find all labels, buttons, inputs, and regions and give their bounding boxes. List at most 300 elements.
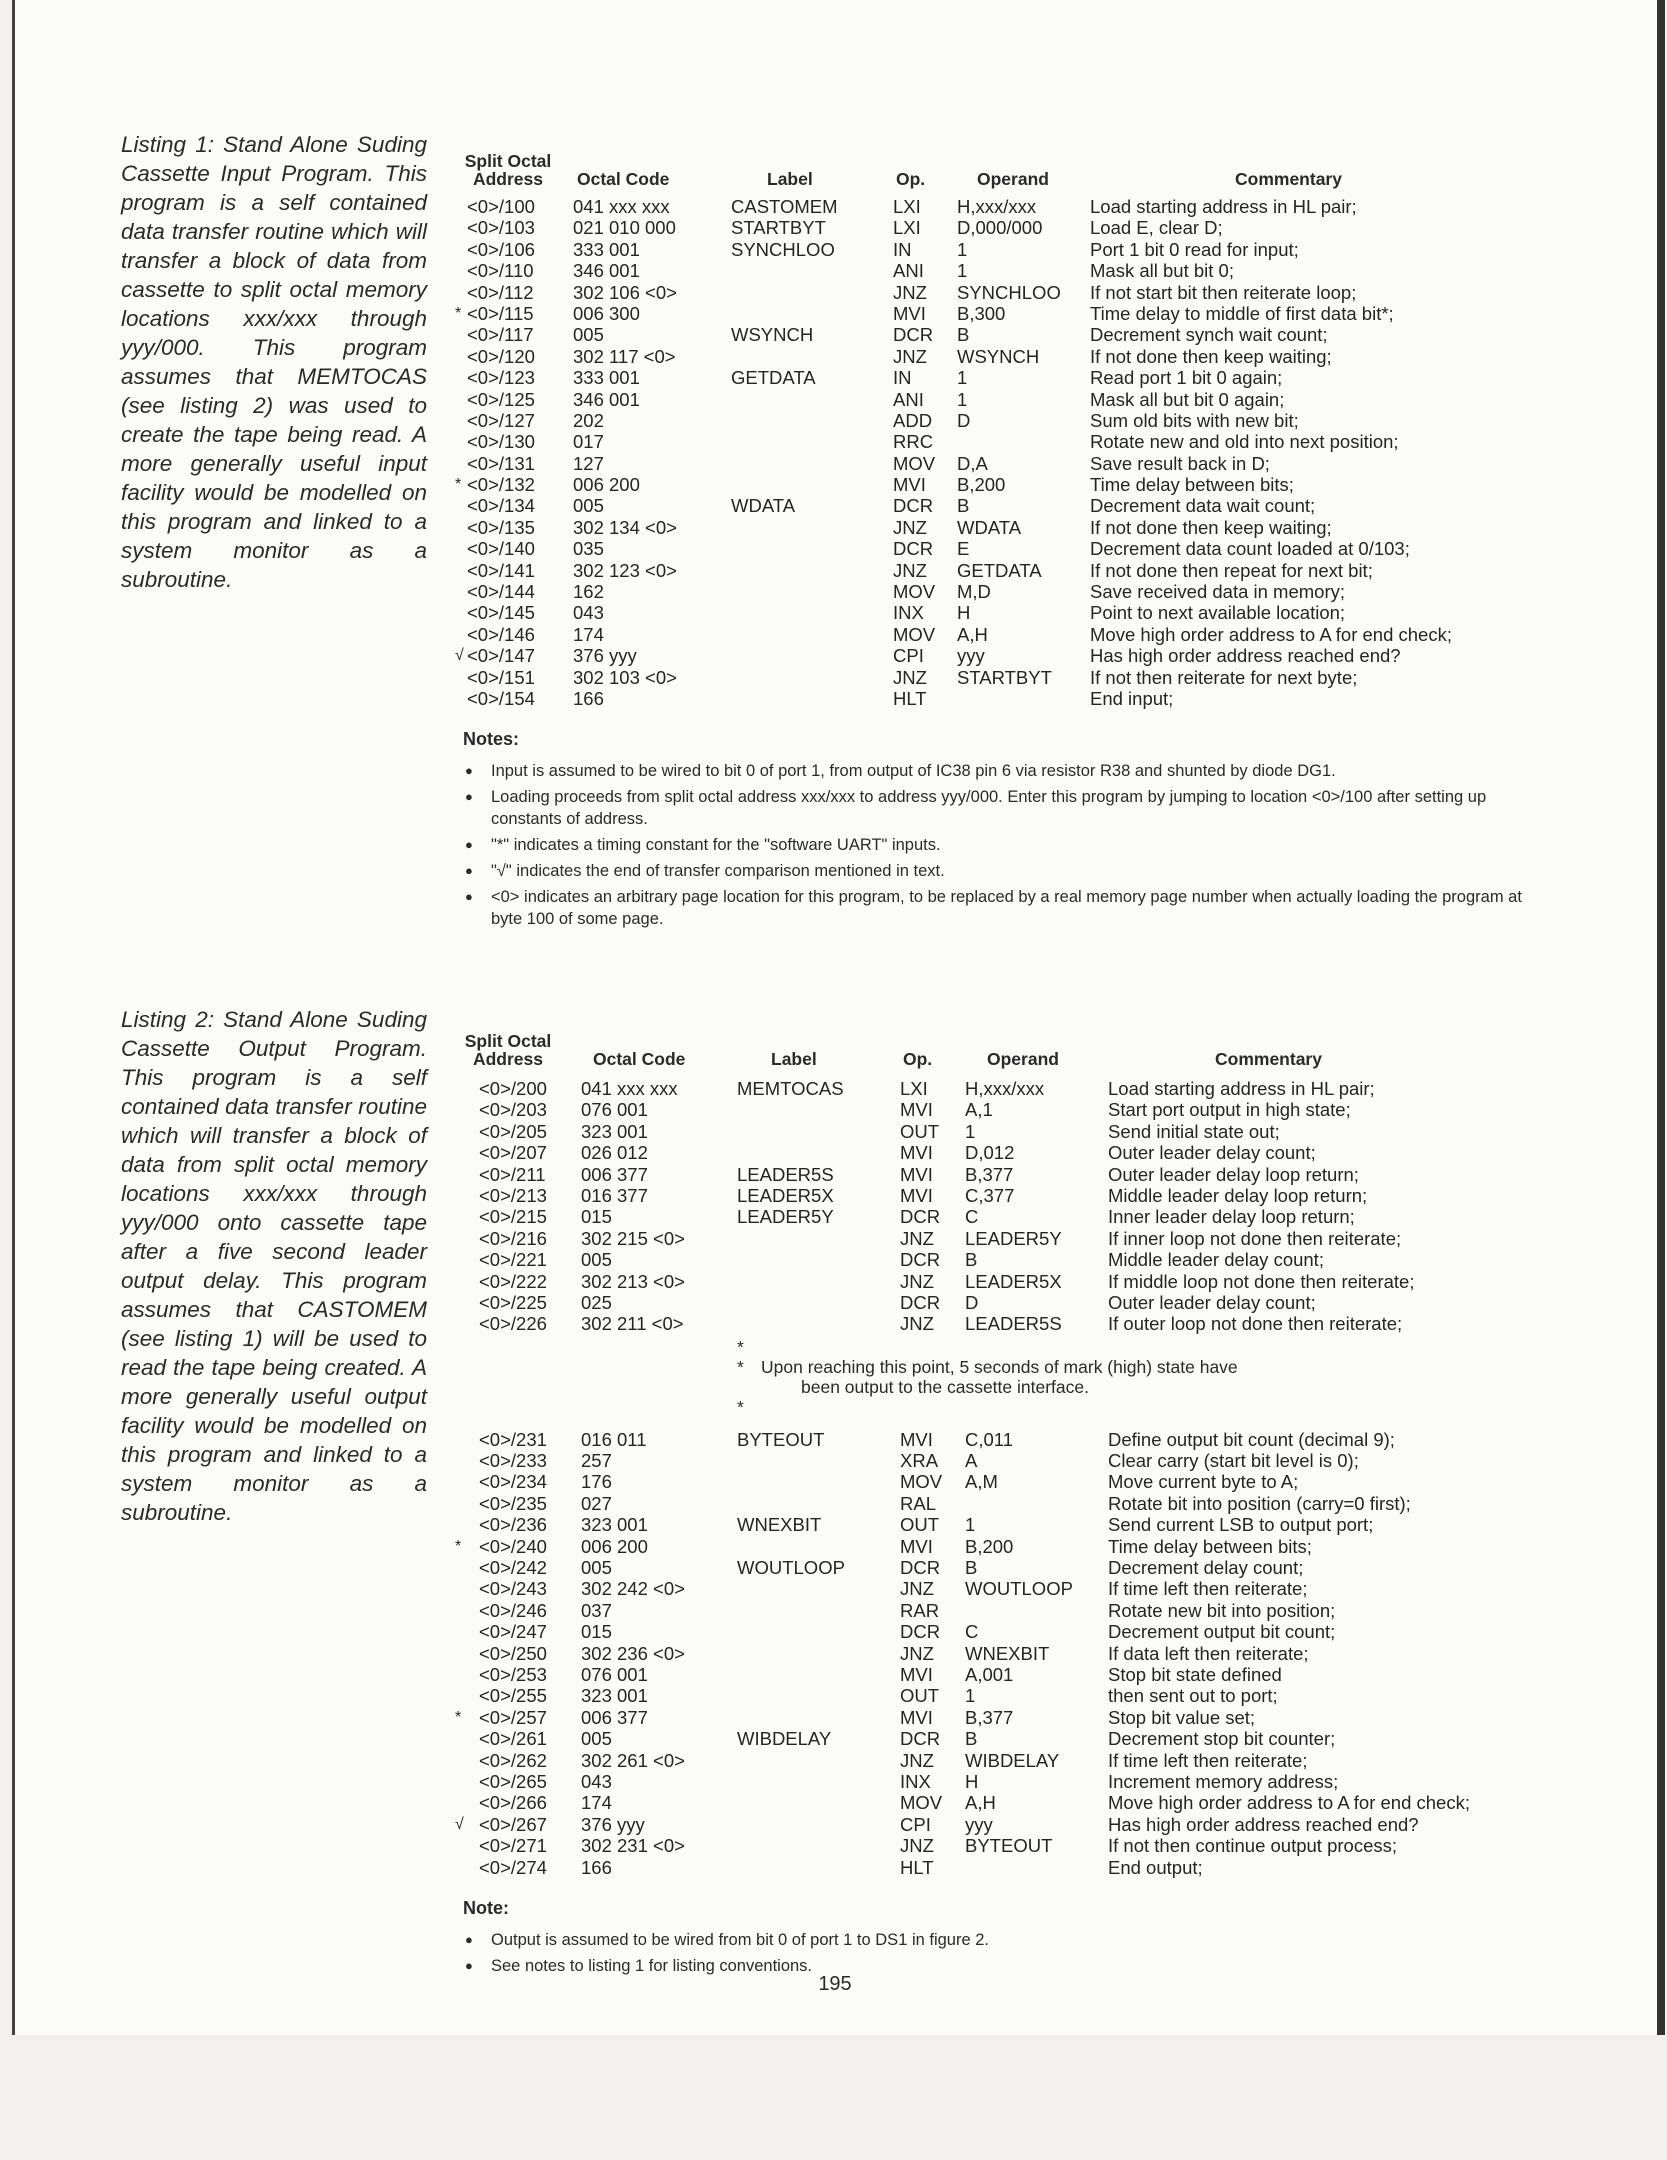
row-comment: Load starting address in HL pair; — [1090, 196, 1357, 217]
listing-row — [463, 260, 1543, 281]
row-operand: B,300 — [957, 302, 1006, 324]
row-octal-code: 005 — [581, 1249, 612, 1271]
row-address: <0>/271 — [479, 1835, 547, 1857]
row-octal-code: 005 — [573, 495, 604, 517]
row-address: <0>/200 — [479, 1078, 547, 1099]
row-address: <0>/117 — [467, 324, 534, 346]
listing-row — [463, 1857, 1543, 1878]
row-mark: * — [455, 304, 462, 322]
listing-row — [463, 667, 1543, 688]
row-op: DCR — [900, 1557, 941, 1579]
row-octal-code: 202 — [573, 409, 604, 431]
row-address: <0>/213 — [479, 1184, 547, 1206]
row-op: HLT — [900, 1856, 934, 1878]
listing-row — [463, 1621, 1543, 1642]
row-op: RAL — [900, 1492, 936, 1514]
row-operand: B,200 — [957, 474, 1006, 496]
row-op: MOV — [893, 452, 936, 474]
row-octal-code: 043 — [581, 1770, 612, 1792]
row-op: DCR — [900, 1291, 941, 1313]
row-comment: Load E, clear D; — [1090, 217, 1223, 239]
listing1-notes — [463, 760, 1543, 930]
row-address: <0>/274 — [479, 1856, 547, 1878]
row-octal-code: 166 — [581, 1856, 612, 1878]
row-op: DCR — [893, 538, 934, 560]
listing-row — [463, 560, 1543, 581]
listing-row — [463, 367, 1543, 388]
row-address: <0>/262 — [479, 1749, 547, 1771]
listing-row — [463, 453, 1543, 474]
row-operand: C,011 — [965, 1428, 1013, 1450]
row-comment: If middle loop not done then reiterate; — [1108, 1270, 1415, 1292]
listing-row — [463, 495, 1543, 516]
row-operand: 1 — [965, 1685, 976, 1707]
header-op: Op. — [903, 1049, 933, 1069]
row-comment: Clear carry (start bit level is 0); — [1108, 1450, 1359, 1472]
row-octal-code: 076 001 — [581, 1099, 648, 1121]
row-address: <0>/255 — [479, 1685, 547, 1707]
row-operand: WNEXBIT — [965, 1642, 1050, 1664]
row-op: MOV — [893, 581, 936, 603]
row-comment: Rotate bit into position (carry=0 first); — [1108, 1492, 1411, 1514]
row-comment: Has high order address reached end? — [1090, 645, 1401, 667]
row-operand: D — [965, 1291, 979, 1313]
row-operand: WOUTLOOP — [965, 1578, 1073, 1600]
row-octal-code: 302 261 <0> — [581, 1749, 685, 1771]
row-octal-code: 035 — [573, 538, 604, 560]
listing-row — [463, 346, 1543, 367]
row-comment: If not done then keep waiting; — [1090, 345, 1332, 367]
row-octal-code: 076 001 — [581, 1663, 648, 1685]
listing-row — [463, 1121, 1543, 1142]
row-operand: LEADER5Y — [965, 1227, 1062, 1249]
row-comment: Decrement data count loaded at 0/103; — [1090, 538, 1410, 560]
row-octal-code: 323 001 — [581, 1120, 648, 1142]
row-label: STARTBYT — [731, 217, 826, 239]
row-operand: 1 — [957, 388, 968, 410]
row-op: RRC — [893, 431, 934, 453]
row-operand: 1 — [957, 238, 968, 260]
row-op: JNZ — [893, 559, 927, 581]
row-comment: Send current LSB to output port; — [1108, 1514, 1374, 1536]
row-op: JNZ — [900, 1749, 934, 1771]
row-octal-code: 302 215 <0> — [581, 1227, 685, 1249]
listing-row — [463, 1206, 1543, 1227]
row-address: <0>/127 — [467, 409, 535, 431]
listing-row — [455, 645, 1543, 667]
row-comment: If data left then reiterate; — [1108, 1642, 1309, 1664]
row-octal-code: 376 yyy — [581, 1813, 645, 1835]
note-item: ● "*" indicates a timing constant for the "software UART" inputs. — [463, 834, 1543, 856]
listing-row — [463, 1728, 1543, 1749]
row-operand: BYTEOUT — [965, 1835, 1053, 1857]
row-comment: Outer leader delay loop return; — [1108, 1163, 1359, 1185]
listing2-rows-output — [455, 1428, 1543, 1878]
row-op: CPI — [893, 645, 924, 667]
listing1-rows — [455, 196, 1543, 709]
row-address: <0>/123 — [467, 367, 535, 389]
row-octal-code: 041 xxx xxx — [573, 196, 670, 217]
listing-row — [463, 538, 1543, 559]
row-octal-code: 127 — [573, 452, 604, 474]
row-address: <0>/242 — [479, 1557, 547, 1579]
row-operand: H,xxx/xxx — [957, 196, 1037, 217]
row-comment: Decrement data wait count; — [1090, 495, 1316, 517]
row-operand: H — [957, 602, 971, 624]
row-address: <0>/125 — [467, 388, 535, 410]
row-operand: yyy — [957, 645, 985, 667]
row-octal-code: 302 103 <0> — [573, 666, 677, 688]
row-octal-code: 166 — [573, 687, 604, 709]
header-address: Split Octal Address — [464, 151, 552, 189]
row-comment: Load starting address in HL pair; — [1108, 1078, 1375, 1099]
listing-row — [463, 1271, 1543, 1292]
row-address: <0>/257 — [479, 1706, 547, 1728]
row-address: <0>/216 — [479, 1227, 547, 1249]
row-label: WDATA — [731, 495, 796, 517]
row-comment: If not start bit then reiterate loop; — [1090, 281, 1357, 303]
listing-row — [463, 1450, 1543, 1471]
page — [12, 0, 1665, 2035]
row-address: <0>/100 — [467, 196, 535, 217]
row-address: <0>/211 — [479, 1163, 546, 1185]
row-op: JNZ — [893, 666, 927, 688]
row-octal-code: 174 — [581, 1792, 612, 1814]
row-op: JNZ — [893, 345, 927, 367]
row-address: <0>/267 — [479, 1813, 547, 1835]
row-label: BYTEOUT — [737, 1428, 825, 1450]
row-octal-code: 043 — [573, 602, 604, 624]
row-octal-code: 027 — [581, 1492, 612, 1514]
row-label: GETDATA — [731, 367, 816, 389]
listing-row — [463, 324, 1543, 345]
row-octal-code: 176 — [581, 1471, 612, 1493]
row-comment: Send initial state out; — [1108, 1120, 1280, 1142]
row-octal-code: 302 236 <0> — [581, 1642, 685, 1664]
row-comment: Move current byte to A; — [1108, 1471, 1299, 1493]
listing-row — [463, 389, 1543, 410]
listing-row — [455, 1706, 1543, 1728]
listing-row — [463, 1557, 1543, 1578]
listing-row — [463, 1313, 1543, 1334]
header-label: Label — [767, 169, 813, 189]
note-item: ● Input is assumed to be wired to bit 0 of port 1, from output of IC38 pin 6 via resistor R38 and shunted by diode DG1. — [463, 760, 1543, 782]
row-comment: Rotate new and old into next position; — [1090, 431, 1399, 453]
listing-row — [463, 1578, 1543, 1599]
row-comment: then sent out to port; — [1108, 1685, 1278, 1707]
row-address: <0>/222 — [479, 1270, 547, 1292]
header-commentary: Commentary — [1235, 169, 1342, 189]
row-op: JNZ — [900, 1313, 934, 1335]
row-address: <0>/120 — [467, 345, 535, 367]
row-address: <0>/112 — [467, 281, 534, 303]
row-op: ANI — [893, 260, 924, 282]
listing-row — [463, 1142, 1543, 1163]
row-operand: SYNCHLOO — [957, 281, 1061, 303]
row-comment: Decrement stop bit counter; — [1108, 1728, 1336, 1750]
header-octal-code: Octal Code — [577, 169, 670, 189]
row-address: <0>/145 — [467, 602, 535, 624]
listing-row — [463, 1750, 1543, 1771]
row-op: ADD — [893, 409, 933, 431]
row-comment: Sum old bits with new bit; — [1090, 409, 1299, 431]
listing-row — [463, 1429, 1543, 1450]
row-operand: WSYNCH — [957, 345, 1040, 367]
row-octal-code: 323 001 — [581, 1514, 648, 1536]
row-comment: Increment memory address; — [1108, 1770, 1339, 1792]
row-comment: If not then continue output process; — [1108, 1835, 1397, 1857]
listing-row — [463, 1792, 1543, 1813]
row-comment: Middle leader delay loop return; — [1108, 1184, 1368, 1206]
row-operand: E — [957, 538, 970, 560]
row-address: <0>/226 — [479, 1313, 547, 1335]
row-operand: 1 — [957, 367, 968, 389]
listing-row — [463, 239, 1543, 260]
row-operand: B — [965, 1728, 978, 1750]
row-comment: Middle leader delay count; — [1108, 1249, 1324, 1271]
listing2-header — [463, 1000, 1543, 1072]
row-op: CPI — [900, 1813, 931, 1835]
row-comment: Decrement output bit count; — [1108, 1621, 1336, 1643]
row-comment: If outer loop not done then reiterate; — [1108, 1313, 1403, 1335]
row-op: JNZ — [900, 1835, 934, 1857]
row-op: MVI — [893, 474, 926, 496]
listing-row — [463, 517, 1543, 538]
row-mark: * — [455, 1708, 462, 1726]
row-address: <0>/140 — [467, 538, 535, 560]
row-op: DCR — [900, 1249, 941, 1271]
row-address: <0>/207 — [479, 1142, 547, 1164]
listing-row — [463, 581, 1543, 602]
row-address: <0>/205 — [479, 1120, 547, 1142]
row-octal-code: 015 — [581, 1206, 612, 1228]
row-octal-code: 015 — [581, 1621, 612, 1643]
row-octal-code: 006 377 — [581, 1706, 648, 1728]
row-address: <0>/246 — [479, 1599, 547, 1621]
row-address: <0>/231 — [479, 1428, 547, 1450]
leader-interlude: * * Upon reaching this point, 5 seconds of mark (high) state have been output to the cassette interface. * — [737, 1336, 1238, 1417]
row-octal-code: 333 001 — [573, 238, 640, 260]
page-number: 195 — [818, 1973, 852, 1995]
listing-row — [463, 1835, 1543, 1856]
row-comment: If not done then keep waiting; — [1090, 516, 1332, 538]
row-address: <0>/261 — [479, 1728, 547, 1750]
row-comment: Outer leader delay count; — [1108, 1142, 1316, 1164]
row-address: <0>/144 — [467, 581, 535, 603]
row-operand: C — [965, 1206, 979, 1228]
row-op: INX — [893, 602, 924, 624]
header-label: Label — [771, 1049, 817, 1069]
row-operand: B,377 — [965, 1163, 1014, 1185]
listing-row — [463, 1228, 1543, 1249]
row-op: MVI — [900, 1428, 933, 1450]
row-mark: * — [455, 476, 462, 494]
row-operand: B,200 — [965, 1535, 1014, 1557]
row-octal-code: 005 — [581, 1557, 612, 1579]
row-comment: Rotate new bit into position; — [1108, 1599, 1336, 1621]
row-comment: End output; — [1108, 1856, 1203, 1878]
listing-row — [463, 431, 1543, 452]
row-comment: Move high order address to A for end check; — [1108, 1792, 1470, 1814]
row-address: <0>/110 — [467, 260, 534, 282]
row-octal-code: 005 — [573, 324, 604, 346]
row-address: <0>/106 — [467, 238, 535, 260]
listing-row — [463, 282, 1543, 303]
row-comment: Start port output in high state; — [1108, 1099, 1351, 1121]
listing-row — [463, 1600, 1543, 1621]
row-octal-code: 323 001 — [581, 1685, 648, 1707]
row-comment: Stop bit value set; — [1108, 1706, 1256, 1728]
row-operand: 1 — [965, 1514, 976, 1536]
row-comment: Time delay to middle of first data bit*; — [1090, 302, 1394, 324]
row-address: <0>/243 — [479, 1578, 547, 1600]
listing-row — [463, 1249, 1543, 1270]
row-address: <0>/236 — [479, 1514, 547, 1536]
listing-row — [463, 688, 1543, 709]
row-address: <0>/265 — [479, 1770, 547, 1792]
row-operand: C — [965, 1621, 979, 1643]
listing-row — [463, 410, 1543, 431]
row-comment: If not done then repeat for next bit; — [1090, 559, 1373, 581]
row-octal-code: 041 xxx xxx — [581, 1078, 678, 1099]
row-operand: A,H — [965, 1792, 996, 1814]
row-operand: B — [965, 1249, 978, 1271]
listing-row — [463, 1771, 1543, 1792]
row-comment: Point to next available location; — [1090, 602, 1346, 624]
row-op: MVI — [900, 1663, 933, 1685]
row-comment: If time left then reiterate; — [1108, 1578, 1308, 1600]
row-label: LEADER5X — [737, 1184, 834, 1206]
row-operand: WDATA — [957, 516, 1022, 538]
listing-row — [463, 1514, 1543, 1535]
row-operand: D,012 — [965, 1142, 1015, 1164]
note-item: ● "√" indicates the end of transfer comparison mentioned in text. — [463, 860, 1543, 882]
row-op: LXI — [893, 196, 921, 217]
row-octal-code: 006 300 — [573, 302, 640, 324]
row-octal-code: 006 200 — [573, 474, 640, 496]
row-op: MVI — [900, 1099, 933, 1121]
row-operand: B — [957, 495, 970, 517]
row-address: <0>/151 — [467, 666, 535, 688]
row-operand: 1 — [965, 1120, 976, 1142]
row-comment: If inner loop not done then reiterate; — [1108, 1227, 1402, 1249]
row-octal-code: 017 — [573, 431, 604, 453]
row-address: <0>/221 — [479, 1249, 547, 1271]
listing1 — [455, 120, 1543, 934]
row-op: JNZ — [900, 1270, 934, 1292]
row-octal-code: 016 011 — [581, 1428, 647, 1450]
row-octal-code: 376 yyy — [573, 645, 637, 667]
header-operand: Operand — [977, 169, 1049, 189]
row-op: MVI — [900, 1535, 933, 1557]
row-op: OUT — [900, 1120, 940, 1142]
row-address: <0>/240 — [479, 1535, 547, 1557]
header-octal-code: Octal Code — [593, 1049, 686, 1069]
row-label: LEADER5S — [737, 1163, 834, 1185]
row-octal-code: 021 010 000 — [573, 217, 676, 239]
row-octal-code: 025 — [581, 1291, 612, 1313]
row-label: WOUTLOOP — [737, 1557, 845, 1579]
row-op: OUT — [900, 1685, 940, 1707]
row-address: <0>/154 — [467, 687, 535, 709]
row-octal-code: 302 213 <0> — [581, 1270, 685, 1292]
row-comment: Port 1 bit 0 read for input; — [1090, 238, 1299, 260]
listing2 — [455, 1000, 1543, 1981]
row-op: IN — [893, 367, 912, 389]
row-octal-code: 302 211 <0> — [581, 1313, 684, 1335]
listing-row — [463, 1292, 1543, 1313]
listing-row — [463, 602, 1543, 623]
row-op: JNZ — [900, 1642, 934, 1664]
row-octal-code: 302 231 <0> — [581, 1835, 685, 1857]
row-op: DCR — [893, 324, 934, 346]
row-comment: Mask all but bit 0 again; — [1090, 388, 1285, 410]
row-op: MVI — [900, 1706, 933, 1728]
listing1-header — [463, 120, 1543, 192]
row-octal-code: 257 — [581, 1450, 612, 1472]
row-operand: GETDATA — [957, 559, 1042, 581]
row-operand: D,A — [957, 452, 988, 474]
note-item: ● Loading proceeds from split octal address xxx/xxx to address yyy/000. Enter this program by jumping to location <0>/100 after setting up constants of address. — [463, 786, 1543, 830]
listing-row — [455, 302, 1543, 324]
row-address: <0>/115 — [467, 302, 534, 324]
interlude-line-2: been output to the cassette interface. — [801, 1376, 1089, 1397]
listing2-notes-title: Note: — [463, 1897, 509, 1918]
row-comment: End input; — [1090, 687, 1174, 709]
row-op: HLT — [893, 687, 927, 709]
listing2-caption: Listing 2: Stand Alone Suding Cassette Output Program. This program is a self contained data transfer routine which will transfer a block of data from split octal memory locations xxx/xxx through yyy/000 onto cassette tape after a five second leader output delay. This program assumes that CASTOMEM (see listing 1) will be used to read the tape being created. A more generally useful output facility would be modelled on this program and linked to a system monitor as a subroutine. — [121, 1007, 427, 1525]
listing-row — [463, 1493, 1543, 1514]
row-operand: A — [965, 1450, 978, 1472]
row-operand: A,H — [957, 623, 988, 645]
row-address: <0>/135 — [467, 516, 535, 538]
row-op: JNZ — [900, 1227, 934, 1249]
note-item: ● <0> indicates an arbitrary page location for this program, to be replaced by a real memory page number when actually loading the program at byte 100 of some page. — [463, 886, 1543, 930]
row-octal-code: 026 012 — [581, 1142, 648, 1164]
row-operand: C,377 — [965, 1184, 1015, 1206]
row-comment: Define output bit count (decimal 9); — [1108, 1428, 1395, 1450]
interlude-line-1: Upon reaching this point, 5 seconds of mark (high) state have — [761, 1356, 1238, 1377]
row-address: <0>/225 — [479, 1291, 547, 1313]
listing-row — [463, 1685, 1543, 1706]
listing1-notes-title: Notes: — [463, 729, 520, 750]
row-op: MOV — [900, 1471, 943, 1493]
row-address: <0>/131 — [467, 452, 535, 474]
row-comment: Mask all but bit 0; — [1090, 260, 1234, 282]
listing-row — [455, 474, 1543, 496]
listing-row — [463, 196, 1543, 217]
row-octal-code: 162 — [573, 581, 604, 603]
row-operand: A,M — [965, 1471, 998, 1493]
row-operand: A,1 — [965, 1099, 993, 1121]
listing-row — [463, 1643, 1543, 1664]
row-comment: Outer leader delay count; — [1108, 1291, 1316, 1313]
row-operand: B — [957, 324, 970, 346]
row-op: MVI — [900, 1184, 933, 1206]
listing-row — [463, 1078, 1543, 1099]
row-label: WSYNCH — [731, 324, 814, 346]
row-comment: Read port 1 bit 0 again; — [1090, 367, 1283, 389]
row-label: MEMTOCAS — [737, 1078, 844, 1099]
row-octal-code: 005 — [581, 1728, 612, 1750]
row-comment: Time delay between bits; — [1108, 1535, 1312, 1557]
row-octal-code: 346 001 — [573, 388, 640, 410]
row-op: RAR — [900, 1599, 940, 1621]
row-operand: D,000/000 — [957, 217, 1043, 239]
row-op: DCR — [900, 1728, 941, 1750]
row-address: <0>/247 — [479, 1621, 547, 1643]
row-op: JNZ — [900, 1578, 934, 1600]
